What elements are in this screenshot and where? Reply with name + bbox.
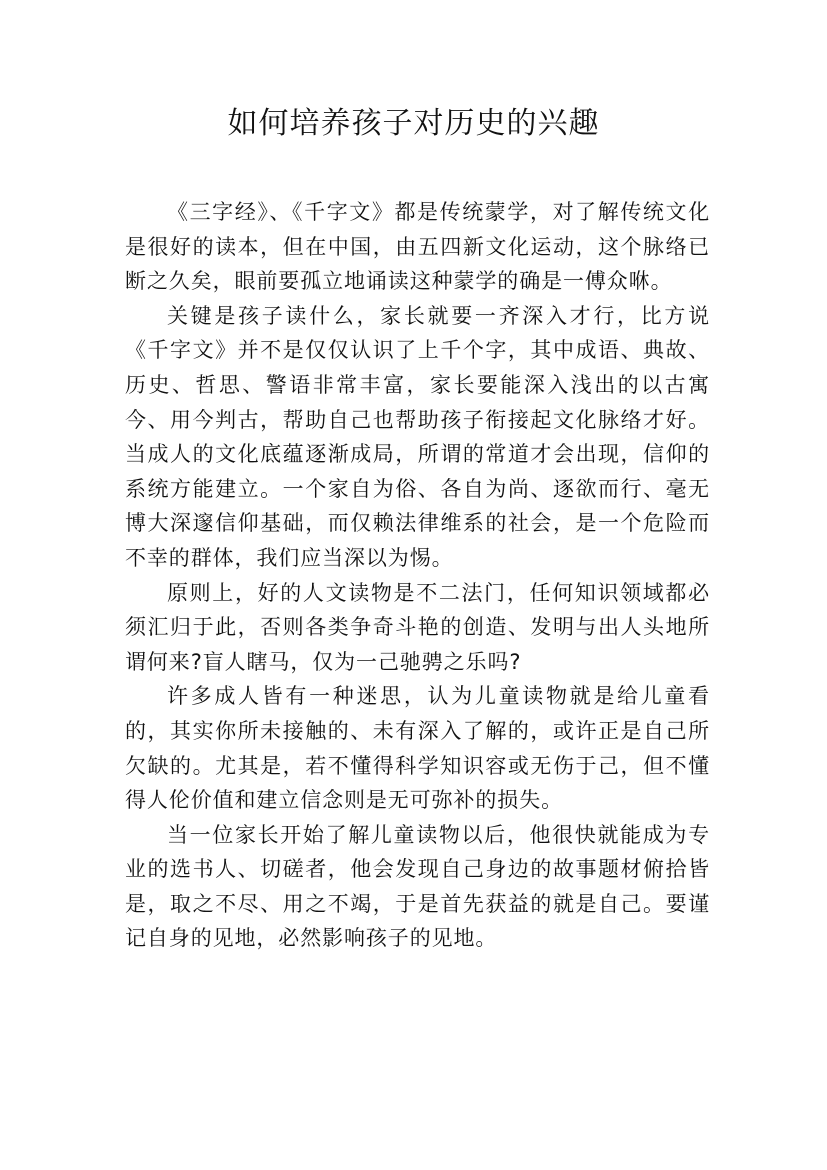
article-body — [125, 195, 710, 956]
paragraph-4: 许多成人皆有一种迷思，认为儿童读物就是给儿童看的，其实你所未接触的、未有深入了解的，或许正是自己所欠缺的。尤其是，若不懂得科学知识容或无伤于己，但不懂得人伦价值和建立信念则是无可弥补的损失。 — [125, 684, 710, 813]
paragraph-5: 当一位家长开始了解儿童读物以后，他很快就能成为专业的选书人、切磋者，他会发现自己身边的故事题材俯拾皆是，取之不尽、用之不竭，于是首先获益的就是自己。要谨记自身的见地，必然影响孩子的见地。 — [125, 822, 710, 951]
paragraph-2: 关键是孩子读什么，家长就要一齐深入才行，比方说《千字文》并不是仅仅认识了上千个字，其中成语、典故、历史、哲思、警语非常丰富，家长要能深入浅出的以古寓今、用今判古，帮助自己也帮助孩子衔接起文化脉络才好。当成人的文化底蕴逐渐成局，所谓的常道才会出现，信仰的系统方能建立。一个家自为俗、各自为尚、逐欲而行、毫无博大深邃信仰基础，而仅赖法律维系的社会，是一个危险而不幸的群体，我们应当深以为惕。 — [125, 303, 710, 570]
page-title: 如何培养孩子对历史的兴趣 — [227, 106, 600, 141]
paragraph-1: 《三字经》、《千字文》都是传统蒙学，对了解传统文化是很好的读本，但在中国，由五四新文化运动，这个脉络已断之久矣，眼前要孤立地诵读这种蒙学的确是一傅众咻。 — [125, 200, 710, 294]
paragraph-3: 原则上，好的人文读物是不二法门，任何知识领域都必须汇归于此，否则各类争奇斗艳的创造、发明与出人头地所谓何来?盲人瞎马，仅为一己驰骋之乐吗? — [125, 580, 710, 674]
